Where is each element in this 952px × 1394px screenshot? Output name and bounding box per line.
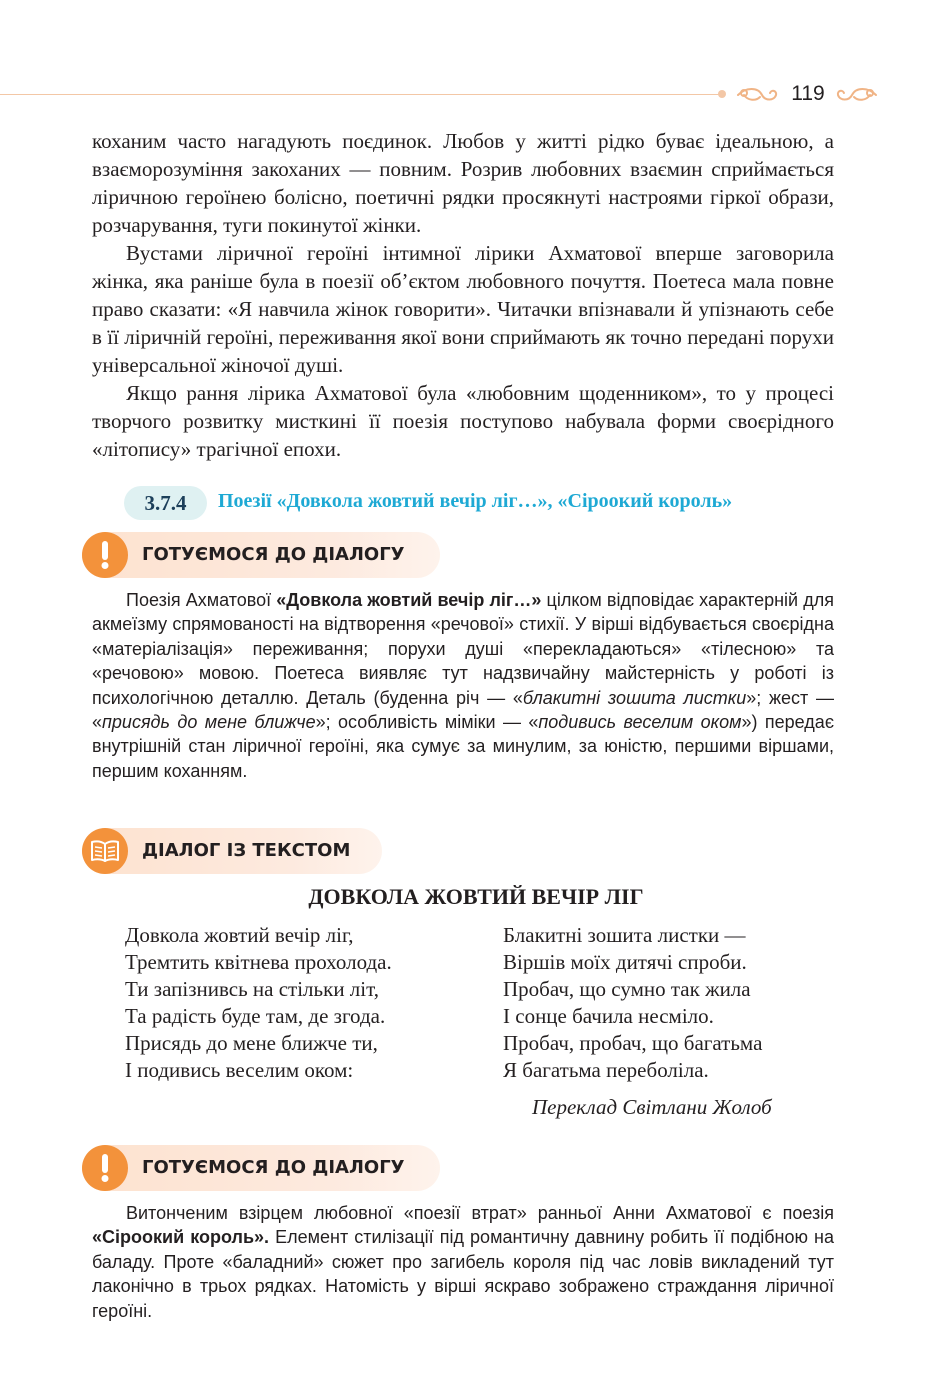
poem-line: І сонце бачила несміло. — [503, 1004, 714, 1028]
poem-line: Віршів моїх дитячі спроби. — [503, 950, 747, 974]
poem-line: Я багатьма переболіла. — [503, 1058, 709, 1082]
translator-credit: Переклад Світлани Жолоб — [532, 1095, 772, 1119]
poem-line: Пробач, що сумно так жила — [503, 977, 751, 1001]
prep-paragraph-1: Поезія Ахматової «Довкола жовтий вечір ліг…» цілком відповідає характерній для акмеїзму спрямованості на відтворення «речової» стихії. У вірші відбувається своєрідна «матеріалізація» переживання; порухи душі «перекладаються» «тілесною» та «речовою» мовою. Поетеса виявляє тут надзвичайну майстерність у роботі із психологічною деталлю. Деталь (буденна річ — «блакитні зошита листки»; жест — «присядь до мене ближче»; особливість міміки — «подивись веселим оком») передає внутрішній стан ліричної героїні, яка сумує за минулим, за юністю, першими віршами, першим коханням. — [92, 590, 835, 781]
intro-paragraph-2: Вустами ліричної героїні інтимної лірики Ахматової вперше заговорила жінка, яка раніше була в поезії об’єктом любовного почуття. Поетеса мала повне право сказати: «Я навчила жінок говорити». Читачки впізнавали й упізнають себе в її ліричній героїні, переживання якої вони сприймають як точно передані порухи універсальної жіночої душі. — [92, 241, 834, 377]
poem-line: Ти запізнивсь на стільки літ, — [125, 977, 379, 1001]
header-rule — [0, 94, 722, 95]
poem-title-reference: «Сіроокий король». — [92, 1227, 270, 1248]
prep-paragraph-2: Витонченим взірцем любовної «поезії втрат» ранньої Анни Ахматової є поезія «Сіроокий король». Елемент стилізації під романтичну давнину робить її подібною на баладу. Проте «баладний» сюжет про загибель короля під час ловів викладений тут лаконічно в трьох рядках. Натомість у вірші яскраво зображено страждання ліричної героїні. — [92, 1203, 834, 1321]
intro-paragraph-3: Якщо рання лірика Ахматової була «любовним щоденником», то у процесі творчого розвитку мисткині її поезія поступово набувала форми своєрідного «літопису» трагічної епохи. — [92, 381, 834, 461]
banner-label: ГОТУЄМОСЯ ДО ДІАЛОГУ — [142, 544, 405, 565]
section-number-badge: 3.7.4 — [124, 486, 207, 520]
banner-label: ДІАЛОГ ІЗ ТЕКСТОМ — [142, 840, 351, 861]
poem-title: ДОВКОЛА ЖОВТИЙ ВЕЧІР ЛІГ — [308, 884, 644, 909]
poem-stanza-left — [125, 922, 392, 1084]
open-book-icon — [82, 828, 128, 874]
poem-line: Тремтить квітнева прохолода. — [125, 950, 392, 974]
poem-line: Довкола жовтий вечір ліг, — [125, 923, 354, 947]
intro-paragraph-1: коханим часто нагадують поєдинок. Любов у житті рідко буває ідеальною, а взаєморозуміння закоханих — повним. Розрив любовних взаємин сприймається ліричною героїнею болісно, поетичні рядки просякнуті настроями гіркої образи, розчарування, туги покинутої жінки. — [92, 129, 834, 237]
poem-line: Пробач, пробач, що багатьма — [503, 1031, 763, 1055]
banner-label: ГОТУЄМОСЯ ДО ДІАЛОГУ — [142, 1157, 405, 1178]
exclamation-icon — [82, 1145, 128, 1191]
prep-dialog-banner-1 — [82, 532, 440, 578]
poem-line: Блакитні зошита листки — — [503, 923, 746, 947]
exclamation-icon — [82, 532, 128, 578]
right-flourish-ornament — [832, 84, 878, 106]
text-dialog-banner — [82, 828, 382, 874]
prep-dialog-banner-2 — [82, 1145, 440, 1191]
poem-line: Та радість буде там, де згода. — [125, 1004, 386, 1028]
header-rule-end-dot — [718, 90, 726, 98]
poem-stanza-right — [503, 922, 762, 1084]
poem-title-reference: «Довкола жовтий вечір ліг…» — [276, 590, 542, 610]
section-title: Поезії «Довкола жовтий вечір ліг…», «Сіроокий король» — [218, 490, 733, 512]
poem-line: І подивись веселим оком: — [125, 1058, 354, 1082]
poem-line: Присядь до мене ближче ти, — [125, 1031, 378, 1055]
page-number: 119 — [791, 82, 825, 105]
left-flourish-ornament — [736, 84, 782, 106]
